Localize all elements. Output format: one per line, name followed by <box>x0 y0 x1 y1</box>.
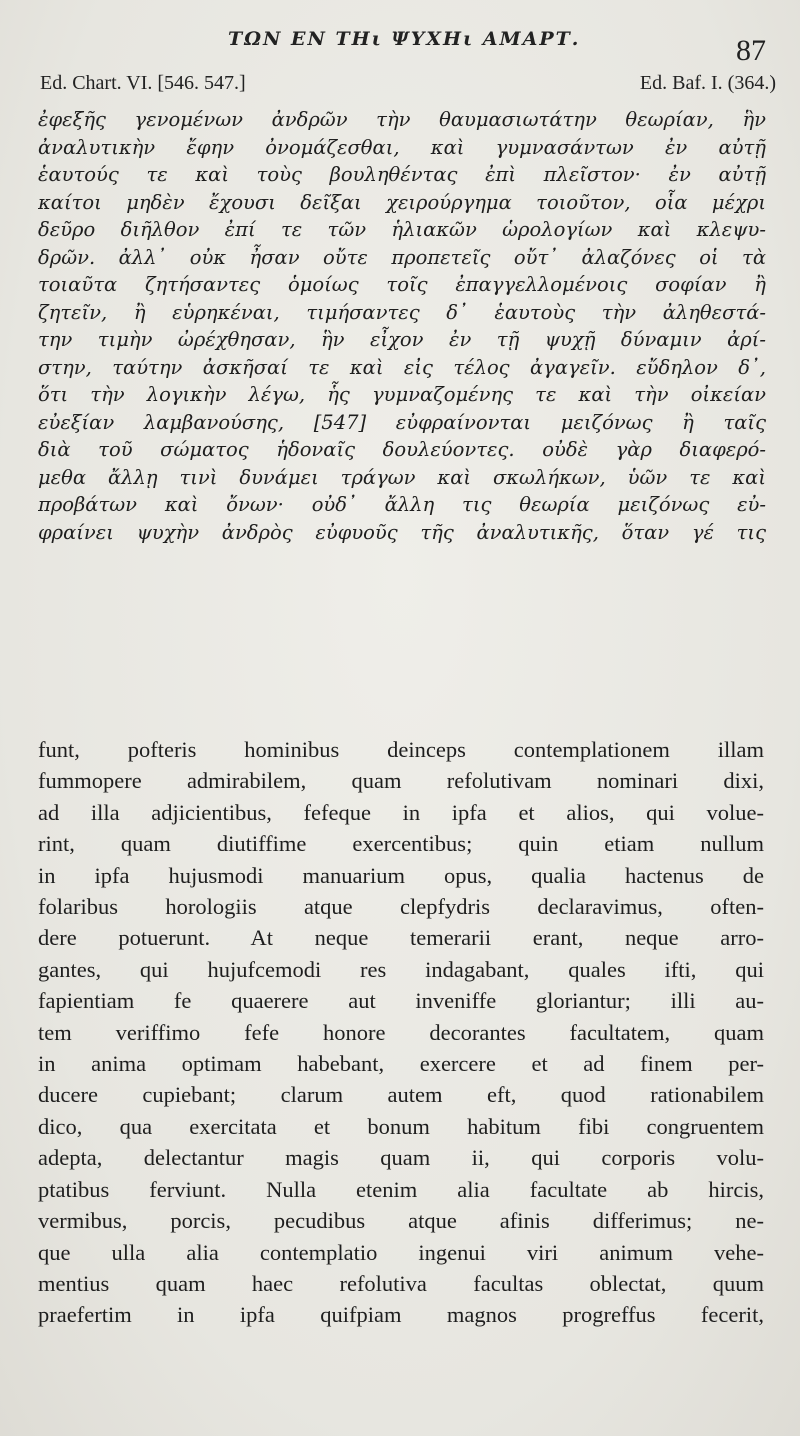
latin-text-line: gantes, qui hujufcemodi res indagabant, quales ifti, qui <box>38 956 764 982</box>
greek-text-line: φραίνει ψυχὴν ἀνδρὸς εὐφυοῦς τῆς ἀναλυτικῆς, ὅταν γέ τις <box>38 520 766 544</box>
greek-text-line: ἑαυτούς τε καὶ τοὺς βουληθέντας ἐπὶ πλεῖστον· ἐν αὐτῇ <box>38 163 766 186</box>
latin-text-line: ducere cupiebant; clarum autem eft, quod rationabilem <box>38 1082 764 1108</box>
greek-text-line: ζητεῖν, ἢ εὑρηκέναι, τιμήσαντες δ᾽ ἑαυτοὺς τὴν ἀληθεστά- <box>38 300 766 324</box>
running-head <box>40 28 780 67</box>
greek-text-line: τοιαῦτα ζητήσαντες ὁμοίως τοῖς ἐπαγγελλομένοις σοφίαν ἢ <box>38 273 766 296</box>
latin-text-line: ad illa adjicientibus, fefeque in ipfa et alios, qui volue- <box>38 799 764 825</box>
greek-text-block <box>38 106 766 546</box>
latin-text-line: mentius quam haec refolutiva facultas oblectat, quum <box>38 1270 764 1296</box>
latin-text-line: dere potuerunt. At neque temerarii erant, neque arro- <box>38 925 764 951</box>
bleed-through-shadow <box>40 692 780 724</box>
latin-text-line: ptatibus ferviunt. Nulla etenim alia facultate ab hircis, <box>38 1176 764 1202</box>
latin-text-line: dico, qua exercitata et bonum habitum fibi congruentem <box>38 1113 764 1139</box>
greek-text-line: στην, ταύτην ἀσκῆσαί τε καὶ εἰς τέλος ἀγαγεῖν. εὔδηλον δ᾽, <box>38 355 766 379</box>
latin-text-line: adepta, delectantur magis quam ii, qui corporis volu- <box>38 1145 764 1171</box>
latin-text-block <box>38 734 764 1331</box>
greek-text-line: την τιμὴν ὠρέχθησαν, ἣν εἶχον ἐν τῇ ψυχῇ δύναμιν ἀρί- <box>38 328 766 351</box>
latin-text-line: folaribus horologiis atque clepfydris declaravimus, often- <box>38 894 764 920</box>
latin-text-line: in anima optimam habebant, exercere et ad finem per- <box>38 1051 764 1077</box>
edition-ref-basel: Ed. Baf. I. (364.) <box>639 72 776 94</box>
latin-text-line: in ipfa hujusmodi manuarium opus, qualia hactenus de <box>38 862 764 888</box>
latin-text-line: praefertim in ipfa quifpiam magnos progreffus fecerit, <box>38 1302 764 1328</box>
greek-text-line: ἐφεξῆς γενομένων ἀνδρῶν τὴν θαυμασιωτάτην θεωρίαν, ἣν <box>38 108 766 131</box>
latin-text-line: vermibus, porcis, pecudibus atque afinis differimus; ne- <box>38 1208 764 1234</box>
latin-text-line: que ulla alia contemplatio ingenui viri animum vehe- <box>38 1239 764 1265</box>
latin-text-line: fummopere admirabilem, quam refolutivam nominari dixi, <box>38 768 764 794</box>
page-number: 87 <box>736 34 766 67</box>
greek-text-line: διὰ τοῦ σώματος ἡδοναῖς δουλεύοντες. οὐδὲ γὰρ διαφερό- <box>38 438 766 461</box>
running-title: ΤΩΝ ΕΝ ΤΗι ΨΥΧΗι ΑΜΑΡΤ. <box>228 28 581 50</box>
greek-text-line: δεῦρο διῆλθον ἐπί τε τῶν ἡλιακῶν ὡρολογίων καὶ κλεψυ- <box>38 218 766 241</box>
latin-text-line: funt, pofteris hominibus deinceps contemplationem illam <box>38 737 764 762</box>
greek-text-line: καίτοι μηδὲν ἔχουσι δεῖξαι χειρούργημα τοιοῦτον, οἷα μέχρι <box>38 190 766 214</box>
edition-references <box>40 72 776 100</box>
latin-text-line: fapientiam fe quaerere aut inveniffe gloriantur; illi au- <box>38 988 764 1014</box>
latin-text-line: rint, quam diutiffime exercentibus; quin etiam nullum <box>38 831 764 857</box>
greek-text-line: ἀναλυτικὴν ἔφην ὀνομάζεσθαι, καὶ γυμνασάντων ἐν αὐτῇ <box>38 135 766 159</box>
greek-text-line: δρῶν. ἀλλ᾽ οὐκ ἦσαν οὔτε προπετεῖς οὔτ᾽ ἀλαζόνες οἱ τὰ <box>38 245 766 269</box>
greek-text-line: προβάτων καὶ ὄνων· οὐδ᾽ ἄλλη τις θεωρία μειζόνως εὐ- <box>38 493 766 516</box>
greek-text-line: μεθα ἄλλῃ τινὶ δυνάμει τράγων καὶ σκωλήκων, ὑῶν τε καὶ <box>38 465 766 489</box>
greek-text-line: εὐεξίαν λαμβανούσης, [547] εὐφραίνονται μειζόνως ἢ ταῖς <box>38 410 766 434</box>
latin-text-line: tem veriffimo fefe honore decorantes facultatem, quam <box>38 1019 764 1045</box>
greek-text-line: ὅτι τὴν λογικὴν λέγω, ἧς γυμναζομένης τε καὶ τὴν οἰκείαν <box>38 383 766 406</box>
edition-ref-chartier: Ed. Chart. VI. [546. 547.] <box>40 72 246 94</box>
